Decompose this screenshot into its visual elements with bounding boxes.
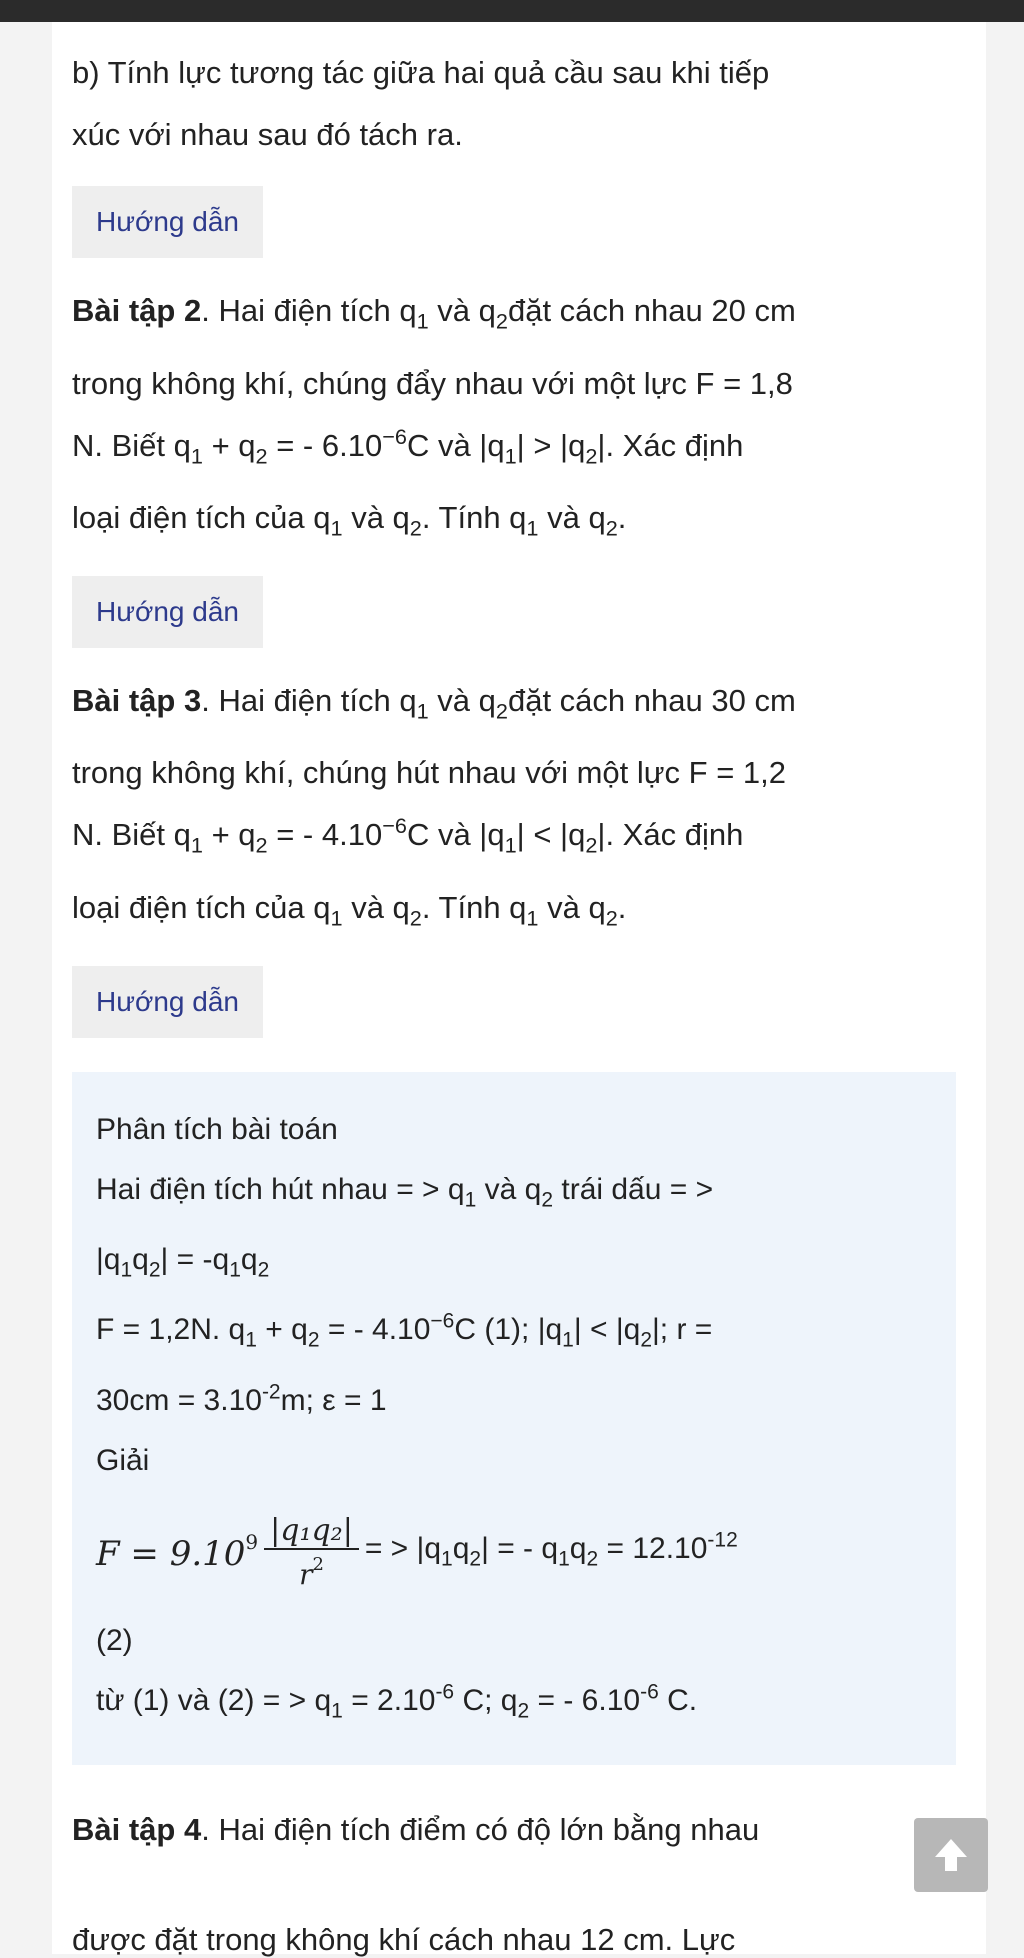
exercise-2-title: Bài tập 2: [72, 293, 202, 328]
exercise-3: [72, 670, 956, 950]
solution-line-3: F = 1,2N. $q_1 + q_2$ = - $4.10^{-6}C$ (1); $|q_1| < |q_2|$; r =: [96, 1309, 713, 1352]
exercise-4: [72, 1799, 956, 1861]
exercise-3-line-2: trong không khí, chúng hút nhau với một lực F = 1,2: [72, 755, 787, 791]
part-b-line-1: b) Tính lực tương tác giữa hai quả cầu sau khi tiếp: [72, 55, 770, 90]
scroll-to-top-button[interactable]: [914, 1818, 988, 1892]
exercise-2: [72, 280, 956, 560]
exercise-3-line-4: loại điện tích của $q_1$ và $q_2$. Tính $q_1$ và $q_2$.: [72, 889, 627, 931]
exercise-2-line-1: Bài tập 2. Hai điện tích $q_1$ và $q_2đặt$ cách nhau 20 cm: [72, 293, 796, 334]
formula-numerator: |q₁q₂|: [264, 1513, 359, 1550]
solution-line-4: $30cm = 3.10^{-2}m$; ε = 1: [96, 1380, 387, 1417]
guide-toggle-2[interactable]: Hướng dẫn: [72, 576, 263, 648]
exercise-2-line-2: trong không khí, chúng đẩy nhau với một lực F = 1,8: [72, 365, 793, 401]
article-content: [72, 42, 956, 1861]
exercise-2-line-3: N. Biết $q_1 + q_2$ = - $6.10^{-6}C$ và $|q_1| > |q_2|$. Xác định: [72, 423, 744, 469]
exercise-4-line-1: Bài tập 4. Hai điện tích điểm có độ lớn bằng nhau: [72, 1811, 760, 1847]
solution-result: từ (1) và (2) = > $q_1 = 2.10^{-6}$ C; $q_2$ = - $6.10^{-6}$ C.: [96, 1680, 698, 1722]
solution-line-1: Hai điện tích hút nhau = > $q_1$ và $q_2$ trái dấu = >: [96, 1172, 714, 1211]
arrow-up-icon: [929, 1833, 973, 1877]
exercise-4-cut-line: được đặt trong không khí cách nhau 12 cm. Lực: [72, 1922, 736, 1957]
formula-denominator: $r^2$: [299, 1553, 324, 1591]
solution-line-2: $|q_1q_2| = -q_1q_2$: [96, 1242, 270, 1282]
part-b-line-2: xúc với nhau sau đó tách ra.: [72, 117, 463, 152]
exercise-3-line-1: Bài tập 3. Hai điện tích $q_1$ và $q_2đặt$ cách nhau 30 cm: [72, 682, 796, 724]
exercise-4-title: Bài tập 4: [72, 1811, 202, 1847]
formula-lhs: $F = 9.10^9$: [96, 1529, 259, 1574]
solution-heading: Phân tích bài toán: [96, 1112, 338, 1146]
exercise-3-title: Bài tập 3: [72, 682, 202, 718]
guide-toggle-3[interactable]: Hướng dẫn: [72, 966, 263, 1038]
solution-giai: Giải: [96, 1443, 150, 1477]
formula-rhs: = > $|q_1q_2|$ = - $q_1q_2 = 12.10^{-12}$: [364, 1528, 738, 1571]
top-status-bar: [0, 0, 1024, 22]
guide-toggle-1[interactable]: Hướng dẫn: [72, 186, 263, 258]
equation-2-label: (2): [96, 1623, 133, 1657]
solution-box: [72, 1072, 956, 1765]
exercise-3-line-3: N. Biết $q_1 + q_2$ = - $4.10^{-6}C$ và $|q_1| < |q_2|$. Xác định: [72, 813, 744, 858]
coulomb-formula: [96, 1497, 956, 1607]
article-page: [52, 22, 986, 1954]
exercise-2-line-4: loại điện tích của $q_1$ và $q_2$. Tính $q_1$ và $q_2$.: [72, 500, 627, 541]
formula-fraction: [264, 1513, 359, 1591]
